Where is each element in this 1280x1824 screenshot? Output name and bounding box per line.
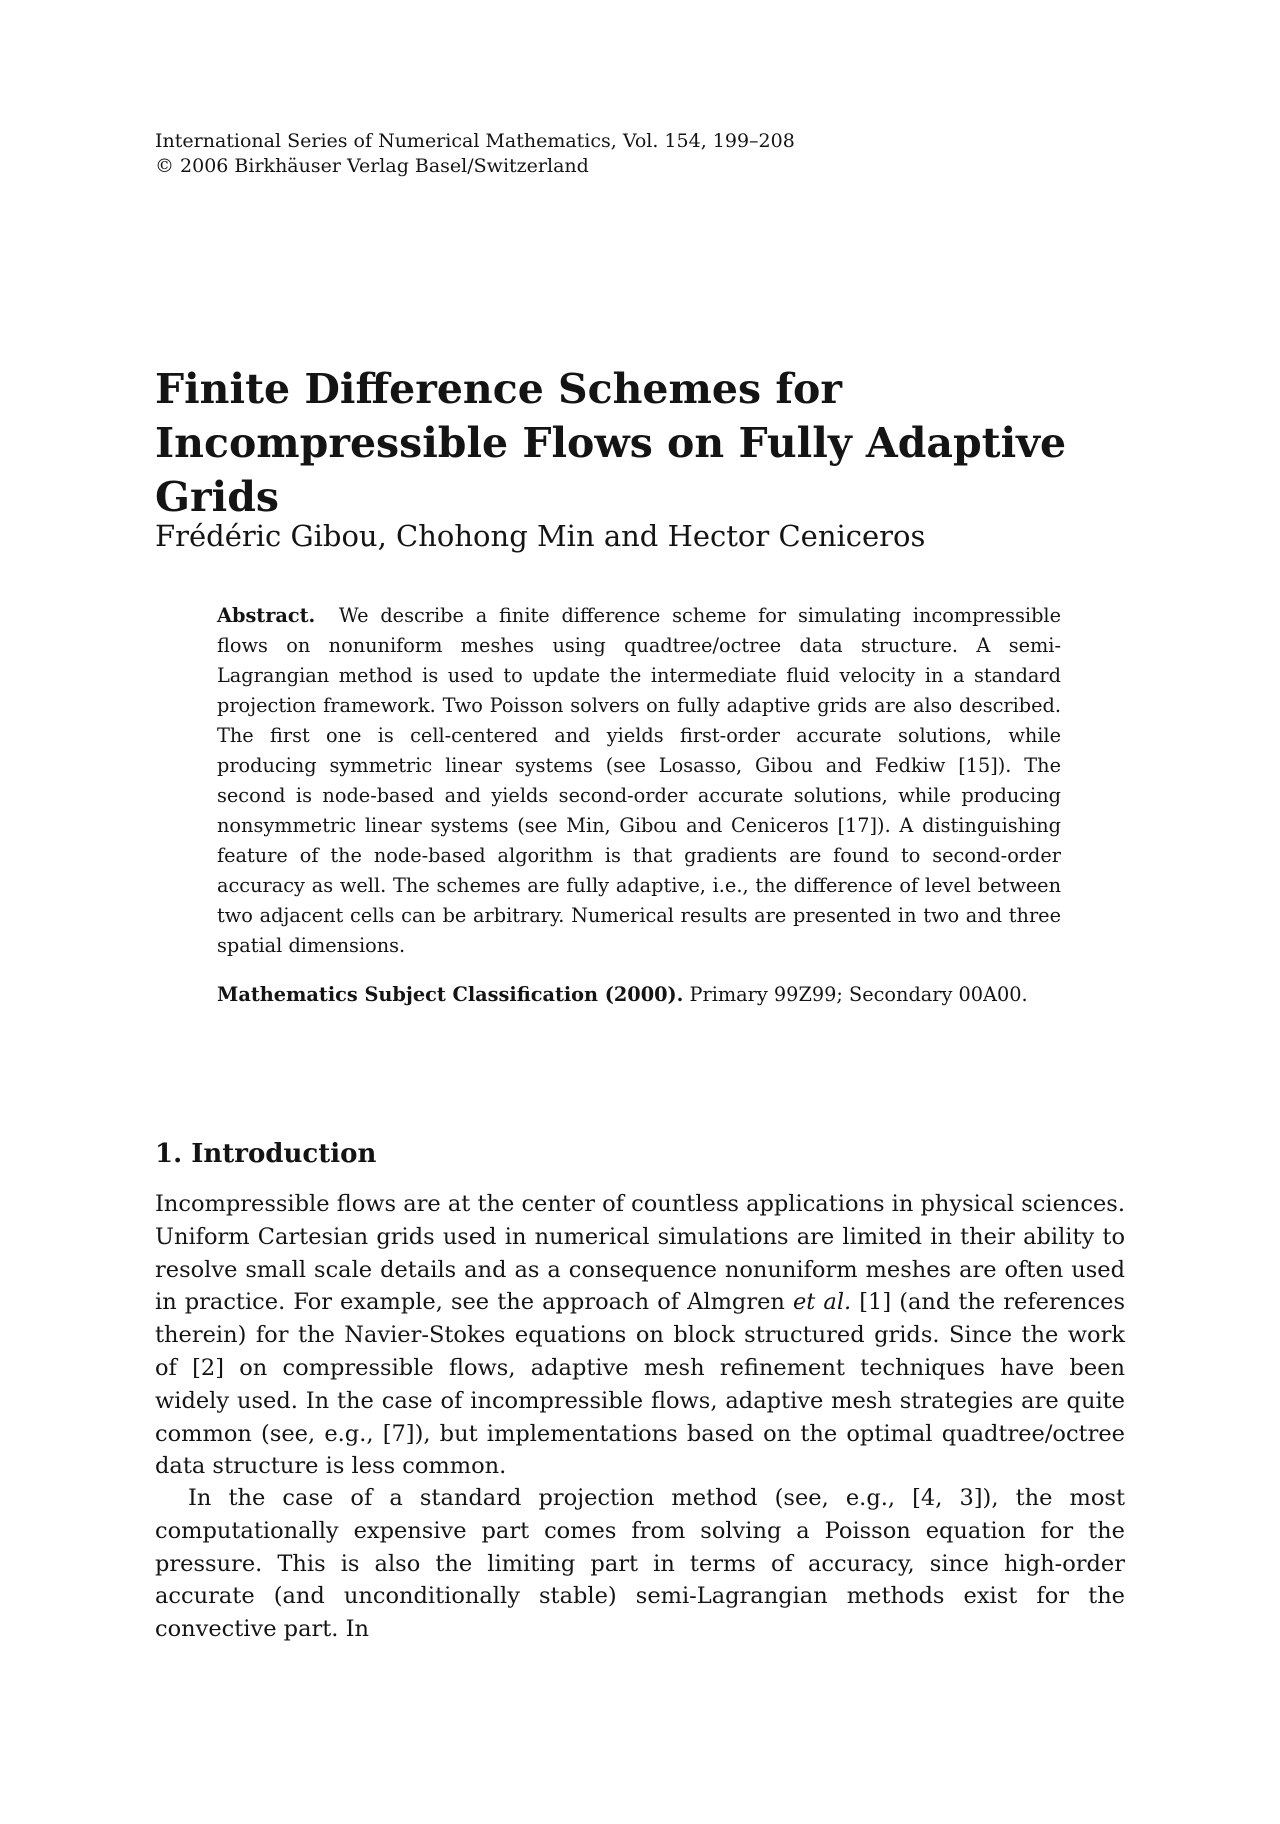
intro-p1-part-a: Incompressible flows are at the center of countless applications in physical sciences. Uniform Cartesian grids used in numerical simulations are limited in their ability to resolve small scale details and as a consequence nonuniform meshes are often used in practice. For example, see the approach of Almgren	[155, 1191, 1125, 1316]
abstract-label: Abstract.	[217, 604, 316, 627]
series-header	[155, 129, 795, 179]
paper-authors: Frédéric Gibou, Chohong Min and Hector Ceniceros	[155, 519, 926, 553]
section-heading-introduction: 1. Introduction	[155, 1139, 377, 1169]
series-line: International Series of Numerical Mathematics, Vol. 154, 199–208	[155, 130, 795, 152]
msc-classification	[217, 980, 1117, 1010]
abstract	[217, 601, 1061, 961]
intro-paragraph-1	[155, 1188, 1125, 1483]
msc-label: Mathematics Subject Classification (2000).	[217, 983, 684, 1006]
msc-text: Primary 99Z99; Secondary 00A00.	[689, 983, 1028, 1006]
copyright-line: © 2006 Birkhäuser Verlag Basel/Switzerland	[155, 155, 589, 177]
abstract-text: We describe a finite difference scheme for simulating incompressible flows on nonuniform meshes using quadtree/octree data structure. A semi-Lagrangian method is used to update the intermediate fluid velocity in a standard projection framework. Two Poisson solvers on fully adaptive grids are also described. The first one is cell-centered and yields first-order accurate solutions, while producing symmetric linear systems (see Losasso, Gibou and Fedkiw [15]). The second is node-based and yields second-order accurate solutions, while producing nonsymmetric linear systems (see Min, Gibou and Ceniceros [17]). A distinguishing feature of the node-based algorithm is that gradients are found to second-order accuracy as well. The schemes are fully adaptive, i.e., the difference of level between two adjacent cells can be arbitrary. Numerical results are presented in two and three spatial dimensions.	[217, 604, 1061, 957]
intro-p1-part-b: [1] (and the references therein) for the Navier-Stokes equations on block structured grids. Since the work of [2] on compressible flows, adaptive mesh refinement techniques have been widely used. In the case of incompressible flows, adaptive mesh strategies are quite common (see, e.g., [7]), but implementations based on the optimal quadtree/octree data structure is less common.	[155, 1289, 1126, 1480]
intro-paragraph-2: In the case of a standard projection method (see, e.g., [4, 3]), the most computationally expensive part comes from solving a Poisson equation for the pressure. This is also the limiting part in terms of accuracy, since high-order accurate (and unconditionally stable) semi-Lagrangian methods exist for the convective part. In	[155, 1485, 1125, 1643]
paper-title: Finite Difference Schemes for Incompressible Flows on Fully Adaptive Grids	[155, 365, 1067, 521]
intro-p1-etal: et al.	[792, 1289, 852, 1316]
